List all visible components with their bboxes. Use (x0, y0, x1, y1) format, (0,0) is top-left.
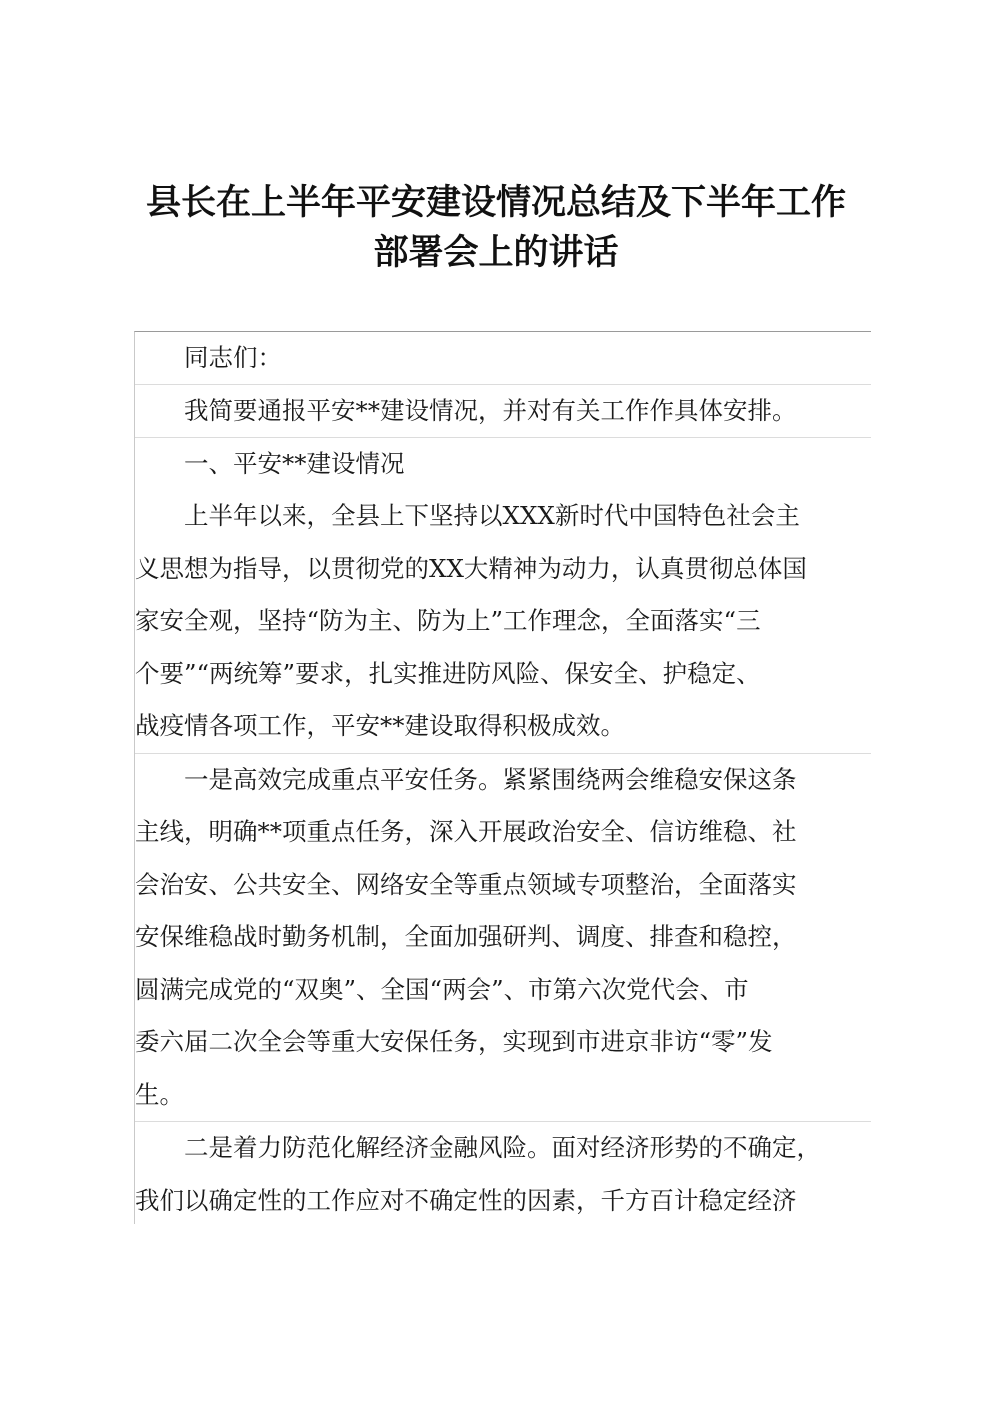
paragraph-line: 安保维稳战时勤务机制，全面加强研判、调度、排查和稳控， (135, 922, 797, 951)
intro-paragraph (135, 385, 871, 438)
paragraph-line: 主线，明确**项重点任务，深入开展政治安全、信访维稳、社 (135, 817, 797, 846)
paragraph-line: 家安全观，坚持“防为主、防为上”工作理念，全面落实“三 (135, 606, 761, 635)
document-body (134, 331, 871, 1224)
paragraph-line: 一是高效完成重点平安任务。紧紧围绕两会维稳安保这条 (184, 764, 797, 794)
paragraph-line: 委六届二次全会等重大安保任务，实现到市进京非访“零”发 (135, 1027, 773, 1056)
paragraph-line: 生。 (135, 1079, 184, 1109)
paragraph-line: 我简要通报平安**建设情况，并对有关工作作具体安排。 (184, 396, 797, 425)
paragraph-line: 一、平安**建设情况 (184, 449, 405, 478)
document-title (120, 178, 872, 278)
body-paragraph-overview (135, 490, 871, 754)
paragraph-line: 圆满完成党的“双奥”、全国“两会”、市第六次党代会、市 (135, 974, 749, 1004)
paragraph-line: 同志们： (184, 343, 282, 372)
paragraph-line: 会治安、公共安全、网络安全等重点领域专项整治，全面落实 (135, 869, 797, 899)
paragraph-line: 义思想为指导，以贯彻党的XX大精神为动力，认真贯彻总体国 (135, 553, 807, 583)
paragraph-line: 个要”“两统筹”要求，扎实推进防风险、保安全、护稳定、 (135, 658, 761, 688)
paragraph-line: 战疫情各项工作，平安**建设取得积极成效。 (135, 711, 625, 740)
paragraph-line: 二是着力防范化解经济金融风险。面对经济形势的不确定， (184, 1133, 821, 1162)
salutation-paragraph (135, 332, 871, 385)
body-paragraph-task-1 (135, 754, 871, 1123)
title-line-2: 部署会上的讲话 (373, 233, 619, 273)
section-heading-1 (135, 438, 871, 490)
paragraph-line: 我们以确定性的工作应对不确定性的因素，千方百计稳定经济 (135, 1185, 797, 1215)
title-line-1: 县长在上半年平安建设情况总结及下半年工作 (145, 183, 846, 223)
paragraph-line: 上半年以来，全县上下坚持以XXX新时代中国特色社会主 (184, 501, 800, 530)
body-paragraph-task-2 (135, 1122, 871, 1224)
